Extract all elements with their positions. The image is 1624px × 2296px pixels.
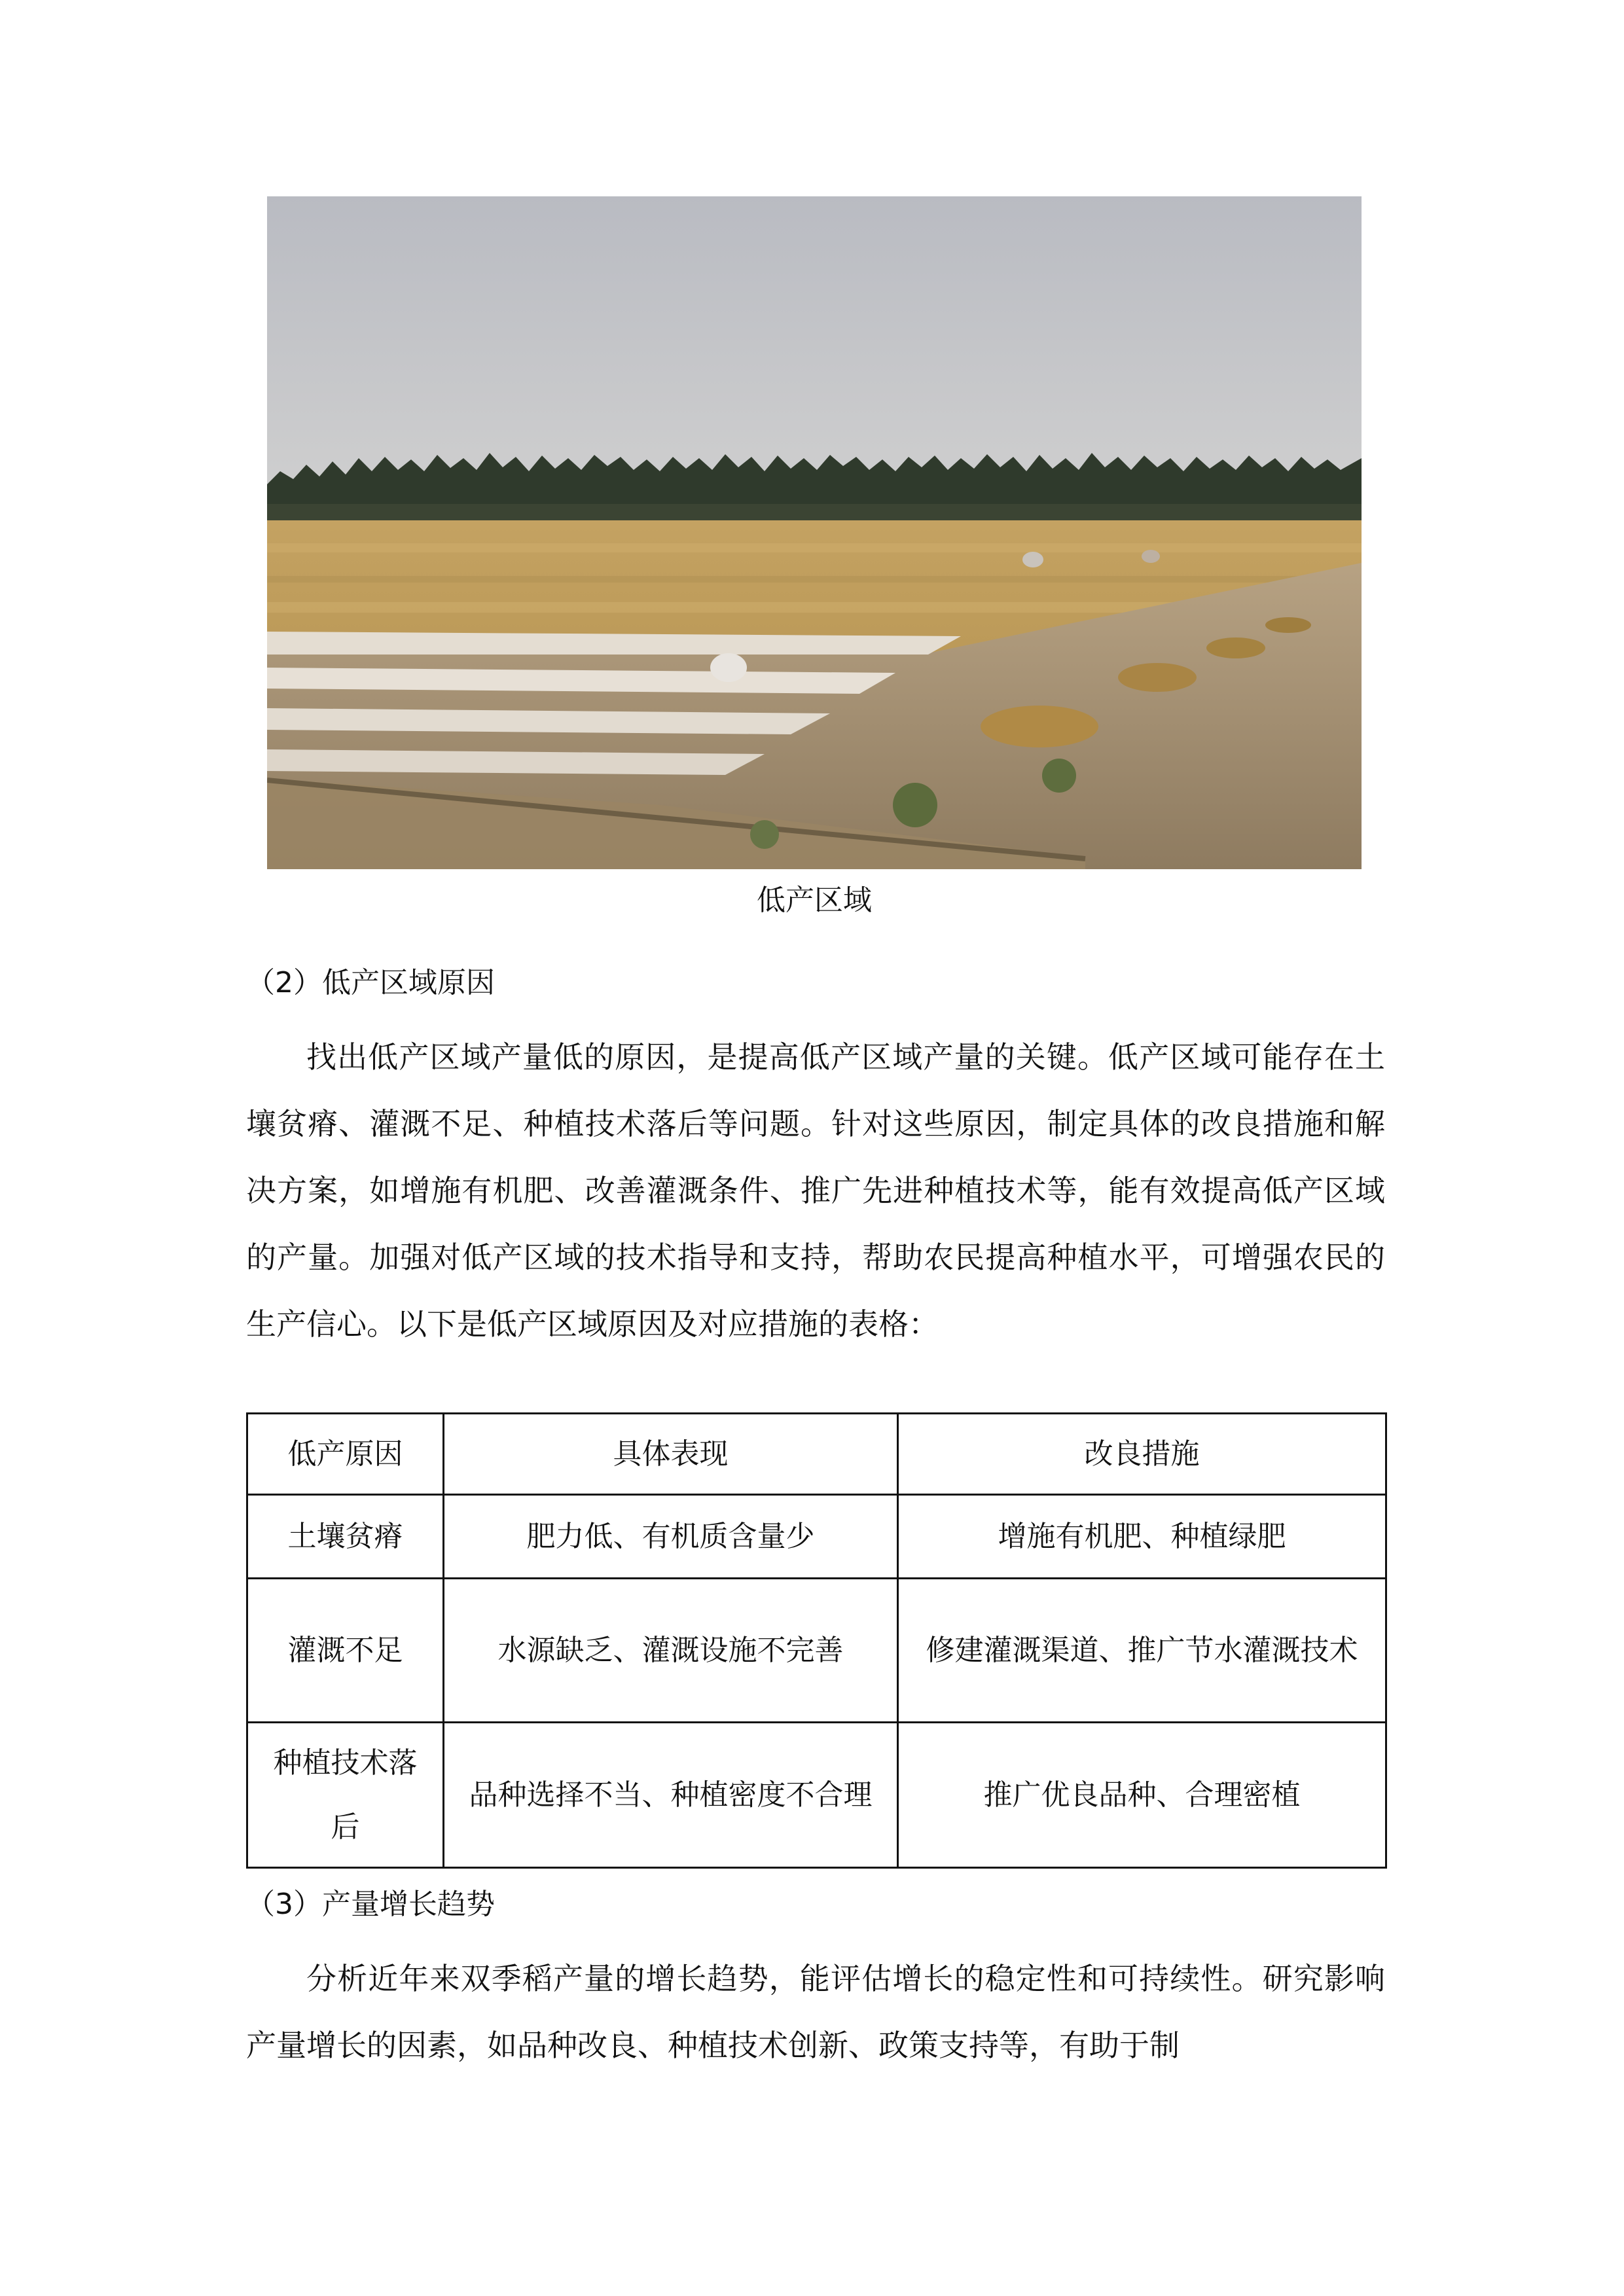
section-2-heading: （2）低产区域原因: [246, 966, 495, 999]
table-cell: 推广优良品种、合理密植: [898, 1723, 1386, 1868]
table-cell: 种植技术落后: [247, 1723, 444, 1868]
table-row: [247, 1495, 1386, 1579]
table-cell: 灌溉不足: [247, 1579, 444, 1723]
table-cell: 水源缺乏、灌溉设施不完善: [444, 1579, 898, 1723]
table-cell: 品种选择不当、种植密度不合理: [444, 1723, 898, 1868]
causes-measures-table: [246, 1412, 1387, 1869]
table-header-cell: 改良措施: [898, 1414, 1386, 1495]
table-header-row: [247, 1414, 1386, 1495]
section-3-heading: （3）产量增长趋势: [246, 1888, 495, 1921]
figure-caption: 低产区域: [757, 884, 872, 917]
table-cell: 土壤贫瘠: [247, 1495, 444, 1579]
section-2-paragraph: 找出低产区域产量低的原因，是提高低产区域产量的关键。低产区域可能存在土壤贫瘠、灌溉不足、种植技术落后等问题。针对这些原因，制定具体的改良措施和解决方案，如增施有机肥、改善灌溉条件、推广先进种植技术等，能有效提高低产区域的产量。加强对低产区域的技术指导和支持，帮助农民提高种植水平，可增强农民的生产信心。以下是低产区域原因及对应措施的表格：: [246, 1039, 1385, 1342]
table-row: [247, 1723, 1386, 1868]
table-row: [247, 1579, 1386, 1723]
table-header-cell: 低产原因: [247, 1414, 444, 1495]
section-3-paragraph: 分析近年来双季稻产量的增长趋势，能评估增长的稳定性和可持续性。研究影响产量增长的因素，如品种改良、种植技术创新、政策支持等，有助于制: [246, 1961, 1385, 2063]
table-cell: 肥力低、有机质含量少: [444, 1495, 898, 1579]
table-cell: 增施有机肥、种植绿肥: [898, 1495, 1386, 1579]
table-cell: 修建灌溉渠道、推广节水灌溉技术: [898, 1579, 1386, 1723]
table-header-cell: 具体表现: [444, 1414, 898, 1495]
low-yield-field-photo: [267, 196, 1362, 869]
